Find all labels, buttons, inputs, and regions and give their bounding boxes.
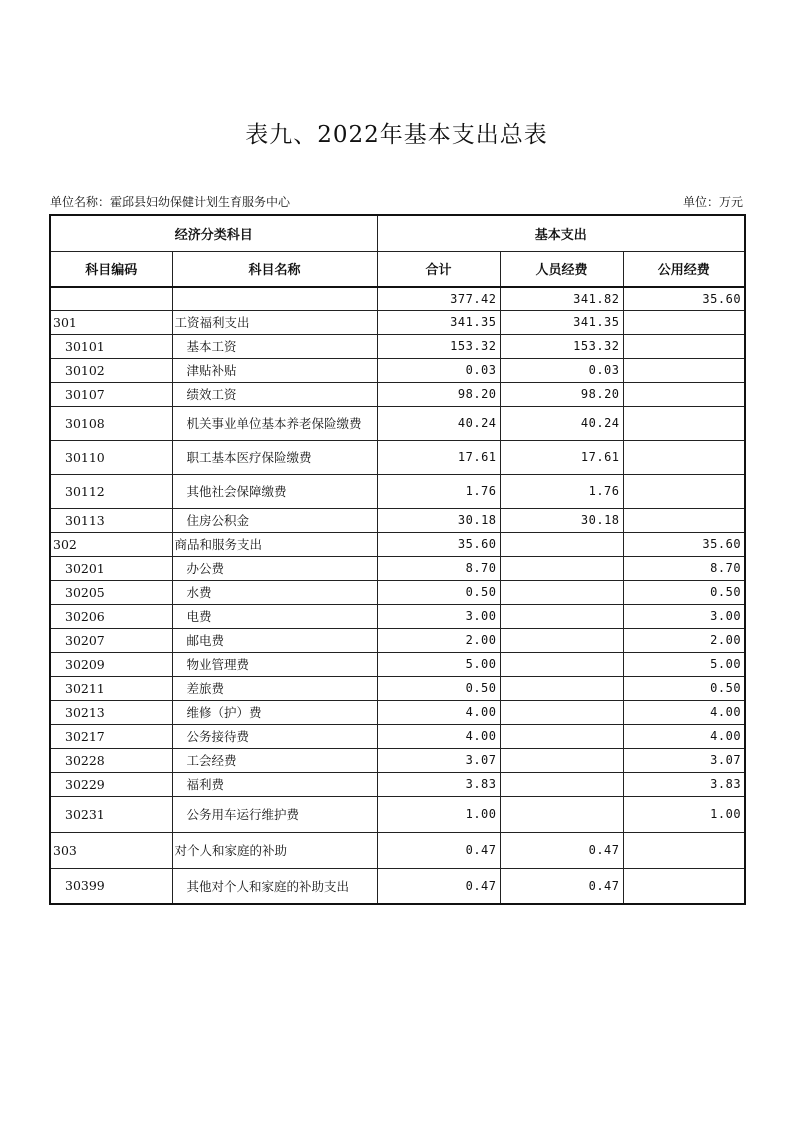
code-cell: 302: [50, 532, 172, 556]
total-cell: 0.47: [377, 868, 500, 904]
code-cell: 30102: [50, 358, 172, 382]
total-cell: 0.03: [377, 358, 500, 382]
personnel-cell: 341.35: [500, 310, 623, 334]
header-economic-classification: 经济分类科目: [50, 215, 377, 251]
code-cell: 30217: [50, 724, 172, 748]
personnel-cell: [500, 700, 623, 724]
public-cell: 4.00: [623, 700, 745, 724]
total-cell: 0.47: [377, 832, 500, 868]
total-cell: 3.83: [377, 772, 500, 796]
personnel-cell: 0.47: [500, 832, 623, 868]
name-cell: 邮电费: [172, 628, 377, 652]
page-title: 表九、2022年基本支出总表: [245, 122, 548, 148]
name-cell: 绩效工资: [172, 382, 377, 406]
code-cell: 301: [50, 310, 172, 334]
total-cell: 1.76: [377, 474, 500, 508]
expenditure-table: [49, 214, 746, 905]
code-cell: 30205: [50, 580, 172, 604]
name-cell: 公务用车运行维护费: [172, 796, 377, 832]
total-cell: 5.00: [377, 652, 500, 676]
header-code: 科目编码: [50, 251, 172, 287]
code-cell: [50, 287, 172, 310]
personnel-cell: [500, 532, 623, 556]
public-cell: 3.83: [623, 772, 745, 796]
name-cell: 差旅费: [172, 676, 377, 700]
code-cell: 30209: [50, 652, 172, 676]
table-row: [50, 334, 745, 358]
table-row: [50, 474, 745, 508]
name-cell: [172, 287, 377, 310]
public-cell: 1.00: [623, 796, 745, 832]
public-cell: [623, 382, 745, 406]
table-row: [50, 628, 745, 652]
code-cell: 30211: [50, 676, 172, 700]
code-cell: 30201: [50, 556, 172, 580]
name-cell: 机关事业单位基本养老保险缴费: [172, 406, 377, 440]
header-name: 科目名称: [172, 251, 377, 287]
name-cell: 住房公积金: [172, 508, 377, 532]
table-body: [50, 287, 745, 904]
table-row: [50, 440, 745, 474]
public-cell: [623, 440, 745, 474]
header-total: 合计: [377, 251, 500, 287]
personnel-cell: [500, 604, 623, 628]
public-cell: 2.00: [623, 628, 745, 652]
table-row: [50, 358, 745, 382]
code-cell: 30207: [50, 628, 172, 652]
name-cell: 津贴补贴: [172, 358, 377, 382]
public-cell: 35.60: [623, 287, 745, 310]
public-cell: [623, 868, 745, 904]
public-cell: 3.07: [623, 748, 745, 772]
personnel-cell: [500, 652, 623, 676]
code-cell: 30112: [50, 474, 172, 508]
public-cell: 5.00: [623, 652, 745, 676]
public-cell: 3.00: [623, 604, 745, 628]
code-cell: 30108: [50, 406, 172, 440]
total-cell: 40.24: [377, 406, 500, 440]
table-row: [50, 604, 745, 628]
table-row: [50, 310, 745, 334]
unit-name-label: 单位名称：霍邱县妇幼保健计划生育服务中心: [50, 195, 291, 209]
total-cell: 4.00: [377, 724, 500, 748]
personnel-cell: [500, 676, 623, 700]
name-cell: 工资福利支出: [172, 310, 377, 334]
personnel-cell: 1.76: [500, 474, 623, 508]
table-row: [50, 652, 745, 676]
personnel-cell: [500, 628, 623, 652]
personnel-cell: 30.18: [500, 508, 623, 532]
public-cell: [623, 508, 745, 532]
total-cell: 17.61: [377, 440, 500, 474]
header-personnel: 人员经费: [500, 251, 623, 287]
public-cell: 35.60: [623, 532, 745, 556]
name-cell: 职工基本医疗保险缴费: [172, 440, 377, 474]
total-cell: 98.20: [377, 382, 500, 406]
personnel-cell: 0.47: [500, 868, 623, 904]
code-cell: 30113: [50, 508, 172, 532]
name-cell: 福利费: [172, 772, 377, 796]
total-cell: 8.70: [377, 556, 500, 580]
name-cell: 公务接待费: [172, 724, 377, 748]
total-cell: 4.00: [377, 700, 500, 724]
code-cell: 30107: [50, 382, 172, 406]
name-cell: 工会经费: [172, 748, 377, 772]
name-cell: 办公费: [172, 556, 377, 580]
table-row: [50, 700, 745, 724]
total-cell: 3.00: [377, 604, 500, 628]
name-cell: 物业管理费: [172, 652, 377, 676]
total-cell: 0.50: [377, 676, 500, 700]
total-cell: 0.50: [377, 580, 500, 604]
name-cell: 基本工资: [172, 334, 377, 358]
table-row: [50, 406, 745, 440]
public-cell: 0.50: [623, 676, 745, 700]
table-row: [50, 772, 745, 796]
personnel-cell: 153.32: [500, 334, 623, 358]
personnel-cell: 341.82: [500, 287, 623, 310]
total-cell: 153.32: [377, 334, 500, 358]
table-row: [50, 796, 745, 832]
personnel-cell: [500, 772, 623, 796]
name-cell: 维修（护）费: [172, 700, 377, 724]
name-cell: 电费: [172, 604, 377, 628]
unit-label: 单位：万元: [682, 195, 743, 209]
code-cell: 30110: [50, 440, 172, 474]
public-cell: 0.50: [623, 580, 745, 604]
table-row: [50, 532, 745, 556]
code-cell: 30228: [50, 748, 172, 772]
table-row: [50, 832, 745, 868]
code-cell: 30206: [50, 604, 172, 628]
table-row: [50, 382, 745, 406]
name-cell: 水费: [172, 580, 377, 604]
public-cell: [623, 474, 745, 508]
table-row: [50, 748, 745, 772]
name-cell: 其他社会保障缴费: [172, 474, 377, 508]
code-cell: 30231: [50, 796, 172, 832]
header-public: 公用经费: [623, 251, 745, 287]
code-cell: 303: [50, 832, 172, 868]
header-basic-expenditure: 基本支出: [377, 215, 745, 251]
table-row: [50, 724, 745, 748]
public-cell: [623, 358, 745, 382]
public-cell: [623, 832, 745, 868]
public-cell: [623, 334, 745, 358]
total-cell: 35.60: [377, 532, 500, 556]
public-cell: [623, 406, 745, 440]
code-cell: 30399: [50, 868, 172, 904]
table-row: [50, 556, 745, 580]
code-cell: 30101: [50, 334, 172, 358]
name-cell: 商品和服务支出: [172, 532, 377, 556]
personnel-cell: 0.03: [500, 358, 623, 382]
table-row: [50, 868, 745, 904]
name-cell: 对个人和家庭的补助: [172, 832, 377, 868]
total-cell: 3.07: [377, 748, 500, 772]
public-cell: [623, 310, 745, 334]
table-row: [50, 287, 745, 310]
personnel-cell: [500, 748, 623, 772]
personnel-cell: 98.20: [500, 382, 623, 406]
total-cell: 2.00: [377, 628, 500, 652]
name-cell: 其他对个人和家庭的补助支出: [172, 868, 377, 904]
table-row: [50, 508, 745, 532]
total-cell: 30.18: [377, 508, 500, 532]
personnel-cell: [500, 724, 623, 748]
total-cell: 341.35: [377, 310, 500, 334]
public-cell: 4.00: [623, 724, 745, 748]
code-cell: 30229: [50, 772, 172, 796]
table-row: [50, 580, 745, 604]
total-cell: 1.00: [377, 796, 500, 832]
code-cell: 30213: [50, 700, 172, 724]
table-row: [50, 676, 745, 700]
personnel-cell: [500, 796, 623, 832]
total-cell: 377.42: [377, 287, 500, 310]
public-cell: 8.70: [623, 556, 745, 580]
personnel-cell: [500, 580, 623, 604]
personnel-cell: 17.61: [500, 440, 623, 474]
personnel-cell: [500, 556, 623, 580]
personnel-cell: 40.24: [500, 406, 623, 440]
